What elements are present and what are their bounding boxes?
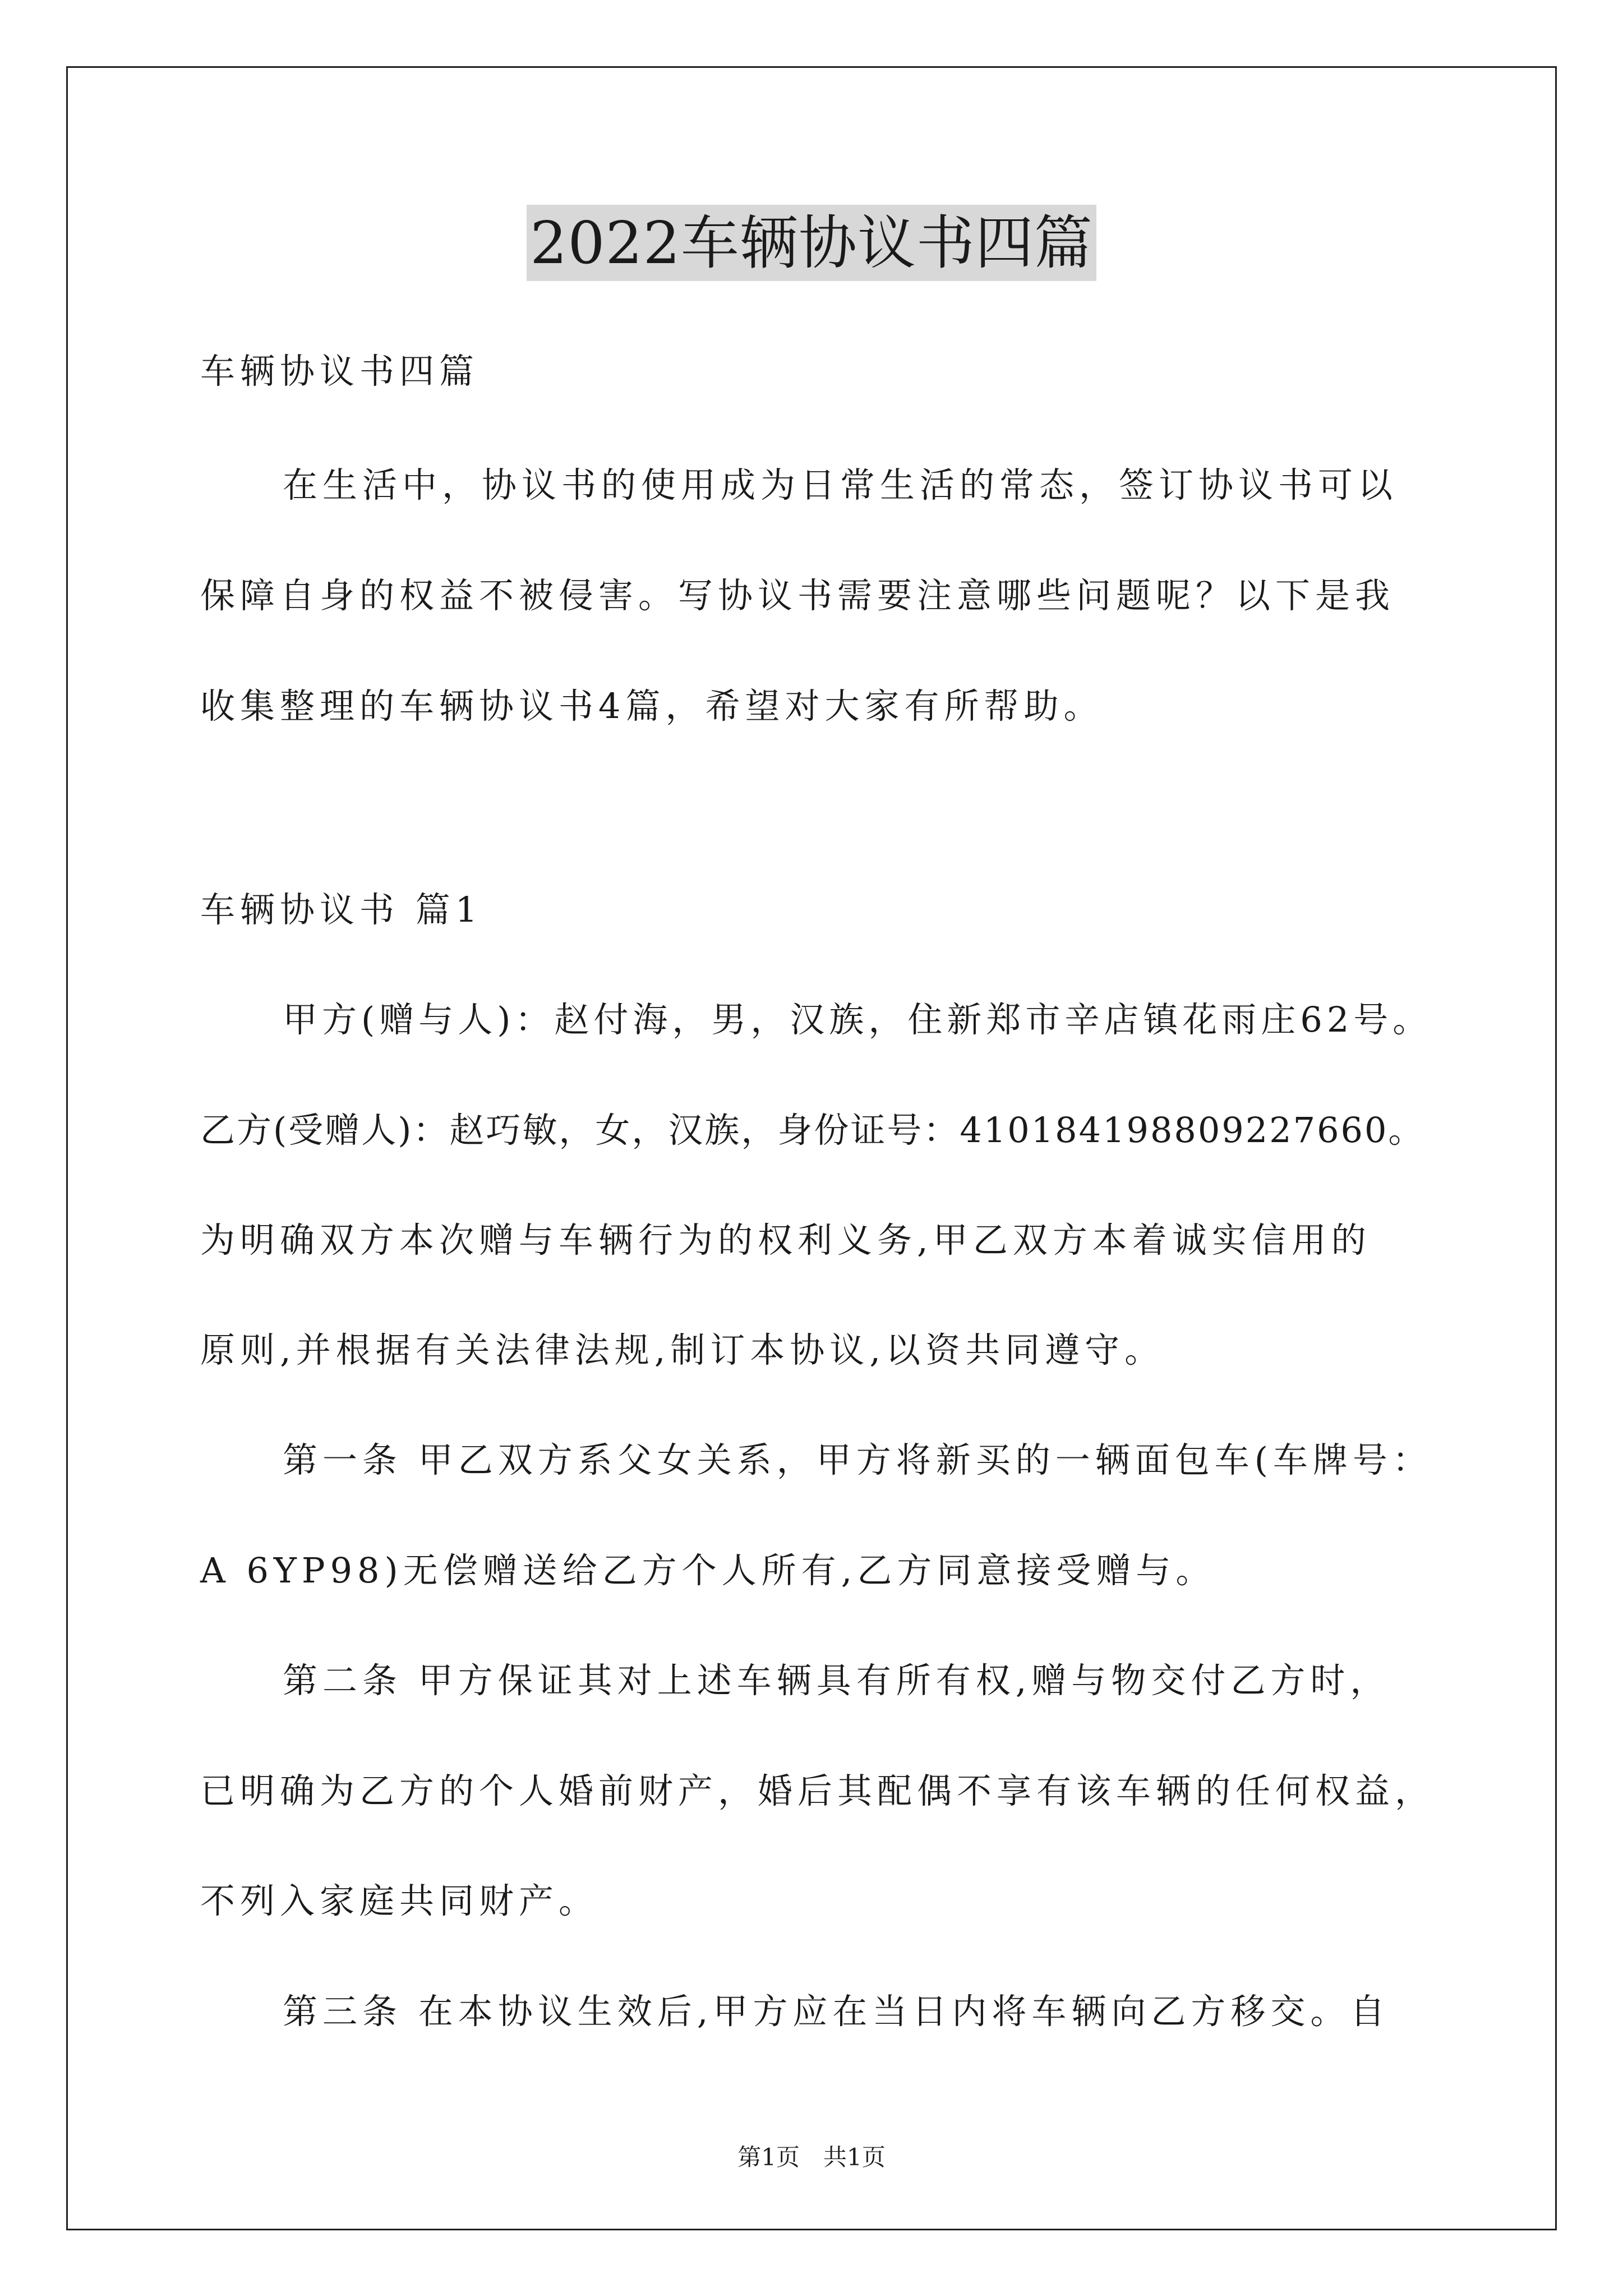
page-number: 第1页 共1页 [737, 2143, 886, 2171]
paragraph-line: 在生活中，协议书的使用成为日常生活的常态，签订协议书可以 [283, 464, 1398, 505]
paragraph-line: 第一条 甲乙双方系父女关系，甲方将新买的一辆面包车(车牌号： [283, 1439, 1432, 1480]
paragraph-line: 收集整理的车辆协议书4篇，希望对大家有所帮助。 [200, 685, 1104, 726]
paragraph-line: 已明确为乙方的个人婚前财产，婚后其配偶不享有该车辆的任何权益， [200, 1770, 1435, 1811]
paragraph-line: 第三条 在本协议生效后,甲方应在当日内将车辆向乙方移交。自 [283, 1991, 1390, 2032]
title-container [0, 205, 1623, 281]
paragraph-line: 为明确双方本次赠与车辆行为的权利义务,甲乙双方本着诚实信用的 [200, 1220, 1371, 1260]
paragraph-line: 原则,并根据有关法律法规,制订本协议,以资共同遵守。 [200, 1329, 1165, 1370]
document-title: 2022车辆协议书四篇 [527, 205, 1096, 281]
section-heading: 车辆协议书 篇1 [200, 889, 483, 930]
section-heading: 车辆协议书四篇 [200, 351, 479, 392]
paragraph-line: 第二条 甲方保证其对上述车辆具有所有权,赠与物交付乙方时， [283, 1660, 1390, 1701]
paragraph-line: 不列入家庭共同财产。 [200, 1880, 599, 1921]
paragraph-line: A 6YP98)无偿赠送给乙方个人所有,乙方同意接受赠与。 [200, 1550, 1216, 1591]
paragraph-line: 甲方(赠与人)：赵付海，男，汉族，住新郑市辛店镇花雨庄62号。 [283, 999, 1432, 1040]
paragraph-line: 乙方(受赠人)：赵巧敏，女，汉族，身份证号：410184198809227660。 [200, 1110, 1425, 1151]
paragraph-line: 保障自身的权益不被侵害。写协议书需要注意哪些问题呢？以下是我 [200, 575, 1395, 616]
